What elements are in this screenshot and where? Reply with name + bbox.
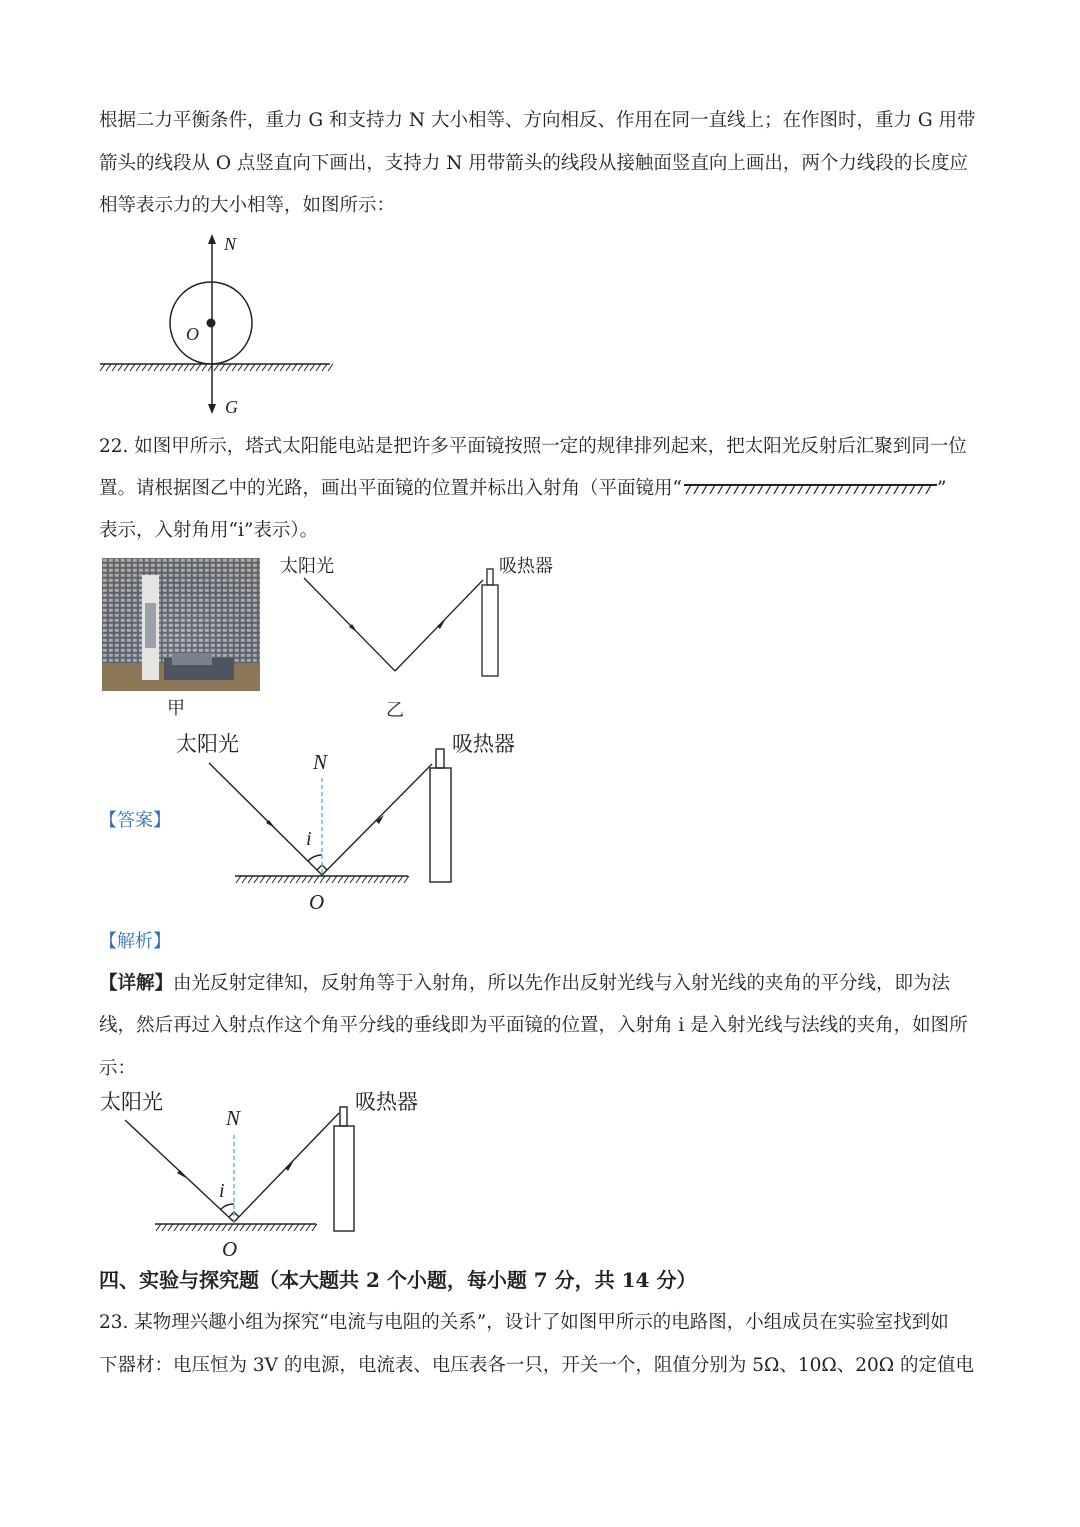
detail-line-3: 示：: [99, 1058, 137, 1079]
hatch-mark: [222, 1224, 227, 1231]
point-o-label: O: [186, 324, 199, 344]
q23-text-line-1: 23. 某物理兴趣小组为探究“电流与电阻的关系”，设计了如图甲所示的电路图，小组成员在实验室找到如: [99, 1312, 949, 1333]
answer-normal-label: N: [313, 750, 328, 774]
detail-line-1-text: 由光反射定律知，反射角等于入射角，所以先作出反射光线与入射光线的夹角的平分线，即为法: [173, 973, 951, 994]
q22-text-line-1: 22. 如图甲所示，塔式太阳能电站是把许多平面镜按照一定的规律排列起来，把太阳光反射后汇聚到同一位: [99, 436, 967, 457]
fig-b-absorber-label: 吸热器: [499, 556, 553, 577]
detail-point-o-label: O: [222, 1237, 238, 1261]
q23-text-line-2: 下器材：电压恒为 3V 的电源，电流表、电压表各一只，开关一个，阻值分别为 5Ω、10Ω、20Ω 的定值电: [99, 1355, 975, 1376]
detail-normal-label: N: [226, 1106, 241, 1130]
hatch-mark: [198, 1224, 203, 1231]
hatch-mark: [306, 1224, 311, 1231]
answer-tag: 【答案】: [99, 810, 171, 831]
q21-text-line-2: 箭头的线段从 O 点竖直向下画出，支持力 N 用带箭头的线段从接触面竖直向上画出，两个力线段的长度应: [99, 153, 968, 174]
detail-angle-label: i: [219, 1180, 225, 1202]
detail-line-2: 线，然后再过入射点作这个角平分线的垂线即为平面镜的位置，入射角 i 是入射光线与法线的夹角，如图所: [99, 1015, 968, 1036]
hatch-mark: [204, 1224, 209, 1231]
hatch-mark: [294, 1224, 299, 1231]
q22-text-line-2b: ”: [936, 478, 947, 499]
force-g-label: G: [225, 397, 238, 417]
hatch-mark: [180, 1224, 185, 1231]
hatch-mark: [234, 1224, 239, 1231]
hatch-mark: [174, 1224, 179, 1231]
answer-point-o-label: O: [309, 890, 325, 914]
hatch-mark: [162, 1224, 167, 1231]
hatch-mark: [252, 1224, 257, 1231]
analysis-tag: 【解析】: [99, 931, 171, 952]
answer-sunlight-label: 太阳光: [176, 732, 239, 756]
hatch-mark: [270, 1224, 275, 1231]
answer-angle-label: i: [306, 828, 312, 850]
hatch-mark: [168, 1224, 173, 1231]
hatch-mark: [258, 1224, 263, 1231]
hatch-mark: [216, 1224, 221, 1231]
fig-b-sunlight-label: 太阳光: [280, 556, 334, 577]
q22-text-line-3: 表示，入射角用“i”表示）。: [99, 520, 319, 541]
hatch-mark: [300, 1224, 305, 1231]
hatch-mark: [276, 1224, 281, 1231]
hatch-mark: [264, 1224, 269, 1231]
detail-sunlight-label: 太阳光: [100, 1090, 163, 1114]
hatch-mark: [228, 1224, 233, 1231]
hatch-mark: [312, 1224, 317, 1231]
hatch-mark: [282, 1224, 287, 1231]
hatch-mark: [192, 1224, 197, 1231]
hatch-mark: [156, 1224, 161, 1231]
hatch-mark: [246, 1224, 251, 1231]
detail-tag: 【详解】: [99, 973, 174, 994]
hatch-mark: [210, 1224, 215, 1231]
q21-text-line-3: 相等表示力的大小相等，如图所示：: [99, 195, 396, 216]
caption-jia: 甲: [167, 698, 185, 719]
caption-yi: 乙: [386, 700, 404, 721]
force-n-label: N: [224, 234, 237, 254]
hatch-mark: [186, 1224, 191, 1231]
hatch-mark: [288, 1224, 293, 1231]
q22-text-line-2a: 置。请根据图乙中的光路，画出平面镜的位置并标出入射角（平面镜用“: [99, 478, 682, 499]
detail-absorber-label: 吸热器: [355, 1090, 418, 1114]
section-4-heading: 四、实验与探究题（本大题共 2 个小题，每小题 7 分，共 14 分）: [99, 1268, 697, 1292]
q21-text-line-1: 根据二力平衡条件，重力 G 和支持力 N 大小相等、方向相反、作用在同一直线上；在作图时，重力 G 用带: [99, 110, 976, 131]
hatch-mark: [240, 1224, 245, 1231]
answer-absorber-label: 吸热器: [452, 732, 515, 756]
